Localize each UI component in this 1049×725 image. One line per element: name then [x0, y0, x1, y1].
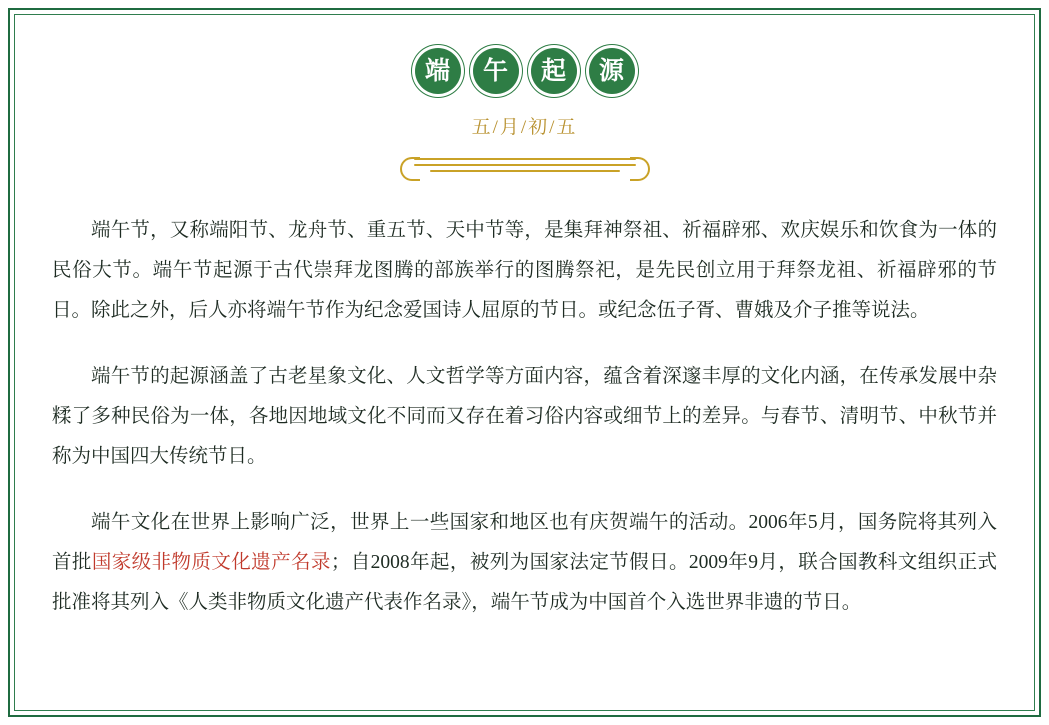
divider-bar-1: [414, 158, 636, 160]
paragraph-3: [52, 503, 997, 623]
paragraph-3-text-part-2: ；自2008年起，被列为国家法定节假日。2009年9月，联合国教科文组织正式批准将其列入《人类非物质文化遗产代表作名录》，端午节成为中国首个入选世界非遗的节日。: [52, 552, 997, 613]
paragraph-3-text-part-1: 端午文化在世界上影响广泛，世界上一些国家和地区也有庆贺端午的活动。2006年5月，国务院将其列入首批: [52, 512, 997, 573]
paragraph-2-text: 端午节的起源涵盖了古老星象文化、人文哲学等方面内容，蕴含着深邃丰厚的文化内涵，在传承发展中杂糅了多种民俗为一体，各地因地域文化不同而又存在着习俗内容或细节上的差异。与春节、清明节、中秋节并称为中国四大传统节日。: [52, 366, 997, 467]
divider-bar-3: [430, 170, 620, 172]
divider-curl-left: [400, 157, 420, 181]
divider-bar-2: [414, 164, 636, 166]
divider-curl-right: [630, 157, 650, 181]
title-char-badge-3: 起: [531, 48, 577, 94]
title-char-badge-1: 端: [415, 48, 461, 94]
paragraph-1-text: 端午节，又称端阳节、龙舟节、重五节、天中节等，是集拜神祭祖、祈福辟邪、欢庆娱乐和饮食为一体的民俗大节。端午节起源于古代崇拜龙图腾的部族举行的图腾祭祀，是先民创立用于拜祭龙祖、祈福辟邪的节日。除此之外，后人亦将端午节作为纪念爱国诗人屈原的节日。或纪念伍子胥、曹娥及介子推等说法。: [52, 220, 997, 321]
article-body: [52, 211, 997, 623]
heritage-list-highlight: 国家级非物质文化遗产名录: [91, 552, 331, 573]
page-subtitle: 五/月/初/五: [471, 117, 578, 138]
paragraph-2: [52, 357, 997, 477]
paragraph-1: [52, 211, 997, 331]
page-title: [52, 48, 997, 94]
title-char-badge-4: 源: [589, 48, 635, 94]
title-char-badge-2: 午: [473, 48, 519, 94]
ornamental-line-divider-icon: [400, 153, 650, 179]
